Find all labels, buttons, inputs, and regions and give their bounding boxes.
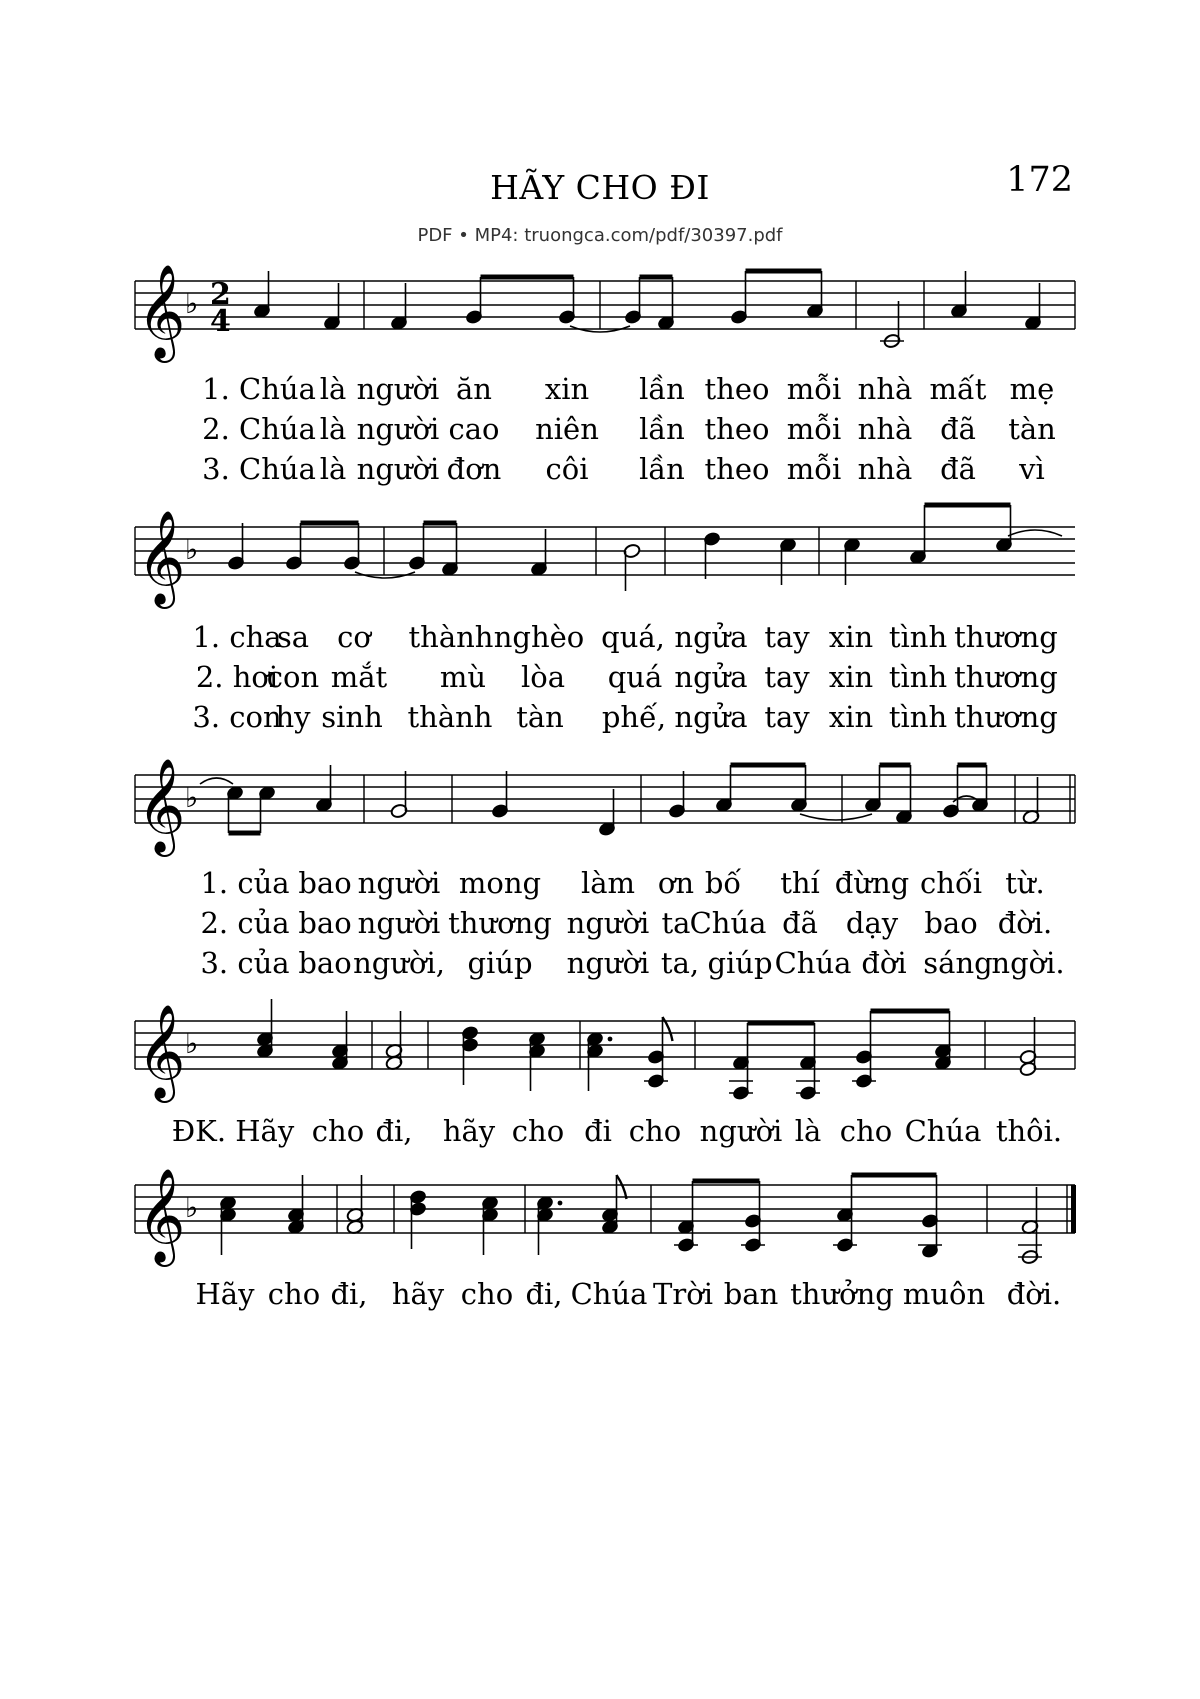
lyric-syllable: thí (780, 866, 820, 900)
lyric-syllable: cao (448, 412, 500, 446)
lyric-syllable: giúp (707, 946, 773, 980)
augmentation-dot (558, 1201, 563, 1206)
lyric-syllable: ngửa (674, 620, 748, 654)
lyric-syllable: là (319, 452, 347, 486)
lyric-syllable: tay (764, 660, 810, 694)
lyric-syllable: Hãy (195, 1277, 255, 1311)
lyric-syllable: mỗi (786, 452, 842, 486)
lyric-syllable: là (319, 412, 347, 446)
lyric-syllable: cho (511, 1114, 565, 1148)
lyric-syllable: đời. (997, 906, 1053, 940)
lyric-syllable: hy (275, 700, 311, 734)
lyric-syllable: dạy (845, 906, 899, 940)
lyric-syllable: đừng (834, 866, 910, 900)
augmentation-dot (608, 1037, 613, 1042)
lyric-syllable: sáng (923, 946, 993, 980)
lyric-syllable: 3. con (192, 700, 282, 734)
lyric-syllable: đã (940, 412, 976, 446)
lyric-syllable: mong (458, 866, 542, 900)
lyric-syllable: đơn (446, 452, 502, 486)
lyric-syllable: tay (764, 700, 810, 734)
lyric-syllable: bao (298, 906, 352, 940)
lyric-syllable: đời (861, 946, 907, 980)
lyric-syllable: làm (580, 866, 636, 900)
lyric-syllable: ta (661, 906, 691, 940)
lyric-syllable: mù (439, 660, 487, 694)
lyric-syllable: mất (929, 372, 987, 406)
lyric-syllable: cho (460, 1277, 514, 1311)
lyric-syllable: xin (828, 660, 874, 694)
lyric-syllable: từ. (1005, 866, 1045, 900)
lyric-syllable: ngửa (674, 660, 748, 694)
lyric-syllable: ngửa (674, 700, 748, 734)
lyric-syllable: theo (704, 412, 770, 446)
lyric-syllable: sa (276, 620, 310, 654)
treble-clef: 𝄞 (137, 510, 186, 605)
lyric-syllable: niên (535, 412, 599, 446)
lyric-syllable: tàn (1008, 412, 1056, 446)
eighth-flag (617, 1175, 627, 1199)
lyric-syllable: vì (1019, 452, 1045, 486)
lyric-syllable: muôn (902, 1277, 986, 1311)
treble-clef: 𝄞 (137, 1168, 186, 1263)
lyric-syllable: hãy (442, 1114, 496, 1148)
treble-clef: 𝄞 (137, 1004, 186, 1099)
lyric-syllable: giúp (467, 946, 533, 980)
lyric-syllable: Trời (653, 1277, 713, 1311)
lyric-syllable: thôi. (995, 1114, 1063, 1148)
lyric-syllable: ban (723, 1277, 779, 1311)
lyric-syllable: mẹ (1009, 372, 1055, 406)
lyric-syllable: thưởng (790, 1277, 894, 1311)
lyric-syllable: tình (888, 620, 948, 654)
lyric-syllable: thành (408, 620, 494, 654)
lyric-syllable: xin (828, 700, 874, 734)
lyric-syllable: thương (448, 906, 552, 940)
lyric-syllable: hãy (391, 1277, 445, 1311)
key-signature-flat: ♭ (185, 287, 199, 320)
lyric-syllable: ơn (657, 866, 695, 900)
lyric-syllable: cơ (337, 620, 371, 654)
lyric-syllable: đi (584, 1114, 612, 1148)
key-signature-flat: ♭ (185, 781, 199, 814)
lyric-syllable: bao (924, 906, 978, 940)
lyric-syllable: đi, (375, 1114, 413, 1148)
lyric-syllable: lần (639, 412, 685, 446)
lyric-syllable: theo (704, 372, 770, 406)
lyric-syllable: mắt (330, 660, 388, 694)
lyric-syllable: tình (888, 660, 948, 694)
lyric-syllable: 3. Chúa (202, 452, 316, 486)
lyric-syllable: người (566, 906, 650, 940)
lyric-syllable: xin (828, 620, 874, 654)
key-signature-flat: ♭ (185, 1191, 199, 1224)
lyric-syllable: đi, (330, 1277, 368, 1311)
lyric-syllable: đời. (1006, 1277, 1062, 1311)
lyric-syllable: tàn (516, 700, 564, 734)
tie (1008, 530, 1062, 536)
lyric-syllable: Chúa (689, 906, 767, 940)
lyric-syllable: thành (407, 700, 493, 734)
source-link[interactable]: PDF • MP4: truongca.com/pdf/30397.pdf (417, 225, 783, 246)
lyric-syllable: thương (954, 700, 1058, 734)
lyric-syllable: lần (639, 372, 685, 406)
treble-clef: 𝄞 (137, 264, 186, 359)
lyric-syllable: 3. của (200, 946, 290, 980)
lyric-syllable: bao (298, 946, 352, 980)
song-number: 172 (1006, 160, 1073, 200)
lyric-syllable: người (356, 452, 440, 486)
lyric-syllable: nhà (857, 452, 913, 486)
lyric-syllable: thương (954, 660, 1058, 694)
time-signature-top: 2 (210, 277, 231, 312)
lyric-syllable: phế, (601, 700, 667, 734)
lyric-syllable: xin (544, 372, 590, 406)
lyric-syllable: 1. cha (192, 620, 282, 654)
lyric-syllable: cho (628, 1114, 682, 1148)
lyric-syllable: theo (704, 452, 770, 486)
lyric-syllable: cho (311, 1114, 365, 1148)
lyric-syllable: ăn (456, 372, 492, 406)
lyric-syllable: nhà (857, 372, 913, 406)
lyric-syllable: người (357, 906, 441, 940)
lyric-syllable: người, (353, 946, 445, 980)
lyric-syllable: đã (782, 906, 818, 940)
key-signature-flat: ♭ (185, 533, 199, 566)
lyric-syllable: chối (920, 866, 982, 900)
lyric-syllable: người (356, 372, 440, 406)
lyric-syllable: Chúa (774, 946, 852, 980)
treble-clef: 𝄞 (137, 758, 186, 853)
lyric-syllable: người (699, 1114, 783, 1148)
lyric-syllable: 2. hơi (195, 660, 279, 694)
lyric-syllable: lòa (520, 660, 566, 694)
lyric-syllable: người (356, 412, 440, 446)
lyric-syllable: sinh (321, 700, 383, 734)
lyric-syllable: 2. của (200, 906, 290, 940)
lyric-syllable: tay (764, 620, 810, 654)
lyric-syllable: đã (940, 452, 976, 486)
lyric-syllable: người (566, 946, 650, 980)
lyric-syllable: nhà (857, 412, 913, 446)
lyric-syllable: con (266, 660, 320, 694)
lyric-syllable: Chúa (904, 1114, 982, 1148)
lyric-syllable: ĐK. Hãy (171, 1114, 295, 1148)
final-barline (1071, 1185, 1076, 1233)
song-title: HÃY CHO ĐI (490, 168, 710, 207)
lyric-syllable: nghèo (493, 620, 585, 654)
lyric-syllable: quá (607, 660, 663, 694)
tie (800, 814, 872, 820)
lyric-syllable: thương (954, 620, 1058, 654)
lyric-syllable: bố (704, 866, 742, 900)
lyric-syllable: ta, (660, 946, 700, 980)
lyric-syllable: là (794, 1114, 822, 1148)
key-signature-flat: ♭ (185, 1027, 199, 1060)
lyric-syllable: cho (267, 1277, 321, 1311)
lyric-syllable: 1. của (200, 866, 290, 900)
lyric-syllable: bao (298, 866, 352, 900)
lyric-syllable: là (319, 372, 347, 406)
lyric-syllable: tình (888, 700, 948, 734)
time-signature-bottom: 4 (210, 304, 231, 339)
lyric-syllable: cho (839, 1114, 893, 1148)
tie (200, 778, 233, 784)
lyric-syllable: mỗi (786, 372, 842, 406)
lyric-syllable: mỗi (786, 412, 842, 446)
lyric-syllable: ngời. (991, 946, 1065, 980)
lyric-syllable: 1. Chúa (202, 372, 316, 406)
lyric-syllable: lần (639, 452, 685, 486)
lyric-syllable: người (357, 866, 441, 900)
lyric-syllable: quá, (601, 620, 665, 654)
lyric-syllable: đi, (525, 1277, 563, 1311)
lyric-syllable: côi (545, 452, 589, 486)
lyric-syllable: Chúa (570, 1277, 648, 1311)
lyric-syllable: 2. Chúa (202, 412, 316, 446)
